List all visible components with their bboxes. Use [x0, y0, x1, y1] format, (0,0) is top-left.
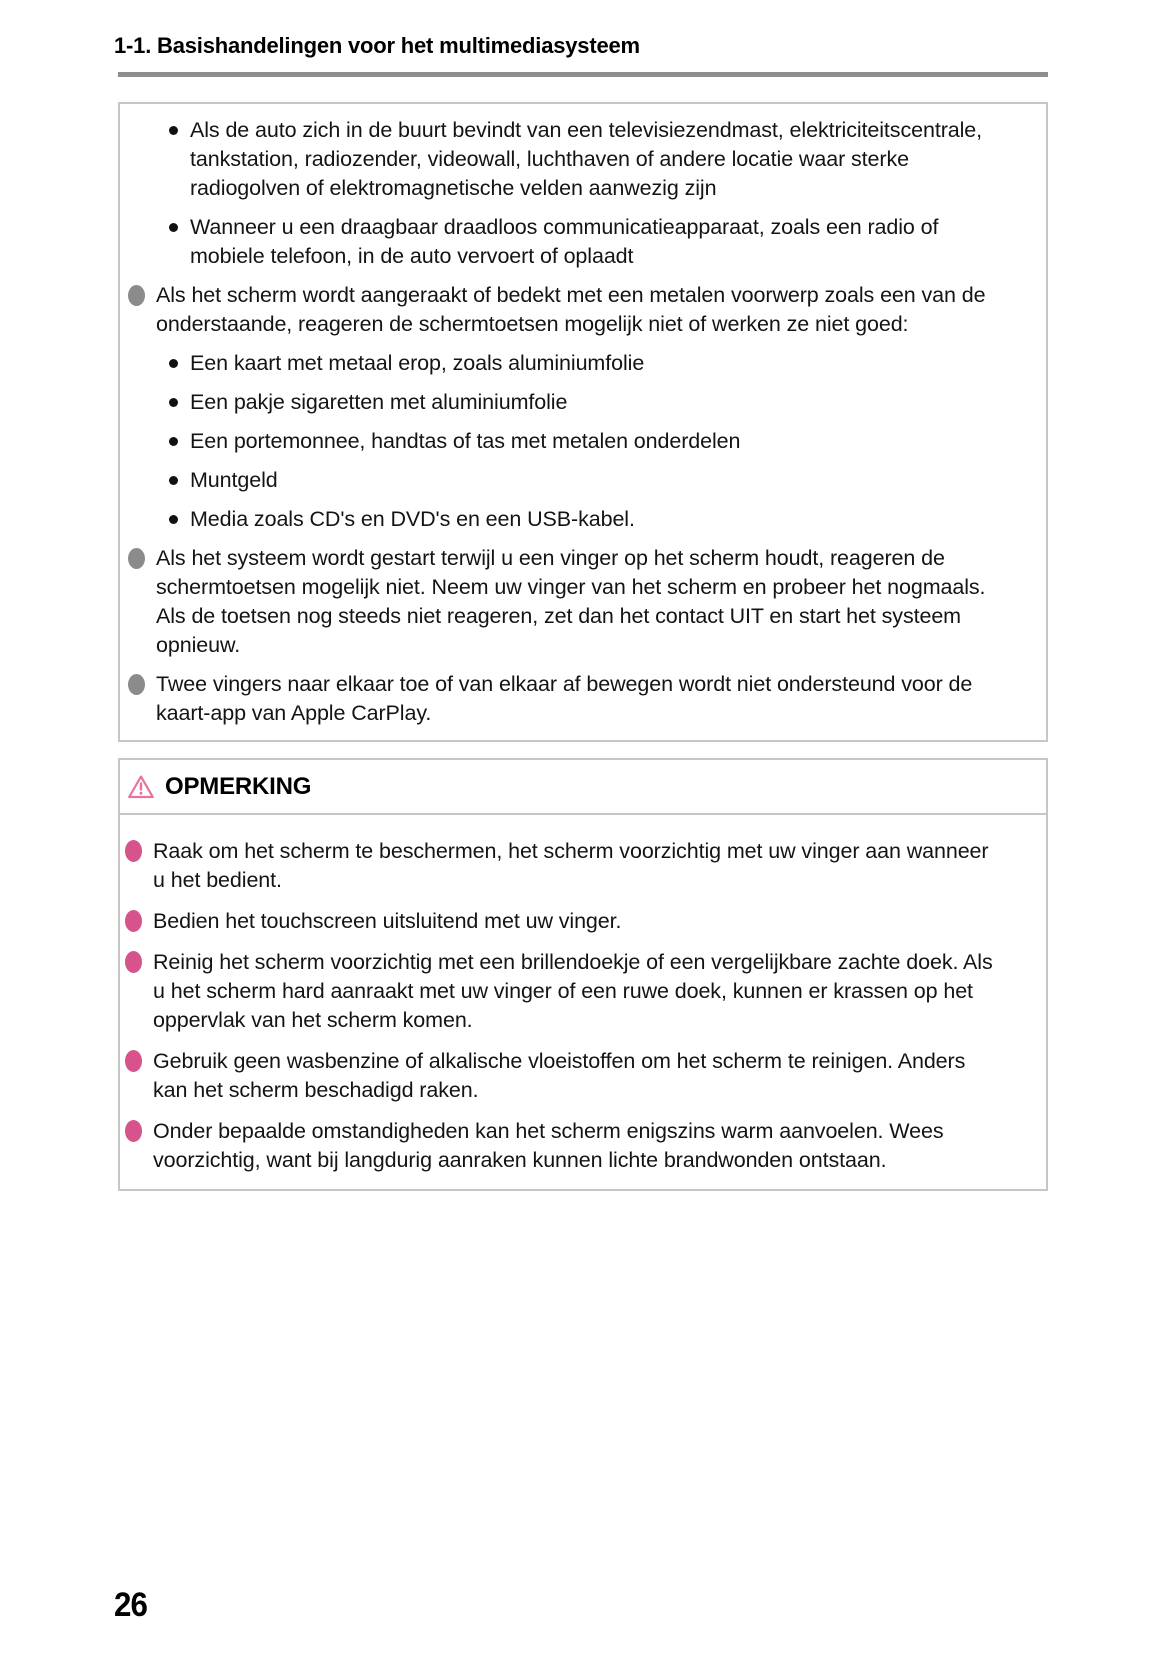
list-item [128, 544, 998, 660]
list-item-text: Als het scherm wordt aangeraakt of bedekt met een metalen voorwerp zoals een van de onderstaande, reageren de schermtoetsen mogelijk niet of werken ze niet goed: [156, 283, 986, 336]
bullet-icon [125, 840, 142, 862]
list-item-text: Wanneer u een draagbaar draadloos communicatieapparaat, zoals een radio of mobiele telefoon, in de auto vervoert of oplaadt [190, 215, 939, 268]
list-item [166, 466, 998, 495]
list-item [128, 281, 998, 339]
bullet-icon [169, 515, 178, 524]
notice-header [120, 760, 1046, 815]
caution-box [118, 102, 1048, 742]
section-header [0, 33, 1165, 77]
list-item-text: Twee vingers naar elkaar toe of van elkaar af bewegen wordt niet ondersteund voor de kaart-app van Apple CarPlay. [156, 672, 973, 725]
header-rule [118, 72, 1048, 77]
list-item [128, 670, 998, 728]
bullet-icon [125, 951, 142, 973]
list-item-text: Raak om het scherm te beschermen, het scherm voorzichtig met uw vinger aan wanneer u het bedient. [153, 839, 989, 892]
list-item-text: Onder bepaalde omstandigheden kan het scherm enigszins warm aanvoelen. Wees voorzichtig, want bij langdurig aanraken kunnen lichte brandwonden ontstaan. [153, 1119, 944, 1172]
list-item [125, 948, 994, 1035]
list-item-text: Als het systeem wordt gestart terwijl u een vinger op het scherm houdt, reageren de schermtoetsen mogelijk niet. Neem uw vinger van het scherm en probeer het nogmaals. Als de toetsen nog steeds niet reageren, zet dan het contact UIT en start het systeem opnieuw. [156, 546, 986, 657]
bullet-icon [125, 1120, 142, 1142]
page-number: 26 [114, 1586, 147, 1624]
bullet-icon [125, 1050, 142, 1072]
notice-title: OPMERKING [165, 773, 312, 800]
list-item-text: Een portemonnee, handtas of tas met metalen onderdelen [190, 429, 741, 453]
list-item [166, 388, 998, 417]
notice-box [118, 758, 1048, 1191]
list-item-text: Gebruik geen wasbenzine of alkalische vloeistoffen om het scherm te reinigen. Anders kan het scherm beschadigd raken. [153, 1049, 966, 1102]
bullet-icon [169, 126, 178, 135]
list-item [125, 907, 994, 936]
bullet-icon [169, 223, 178, 232]
list-item [166, 213, 998, 271]
section-title: 1-1. Basishandelingen voor het multimediasysteem [114, 33, 640, 58]
bullet-icon [128, 548, 145, 569]
notice-list [120, 815, 1046, 1189]
list-item-text: Bedien het touchscreen uitsluitend met uw vinger. [153, 909, 622, 933]
list-item [166, 349, 998, 378]
bullet-icon [128, 285, 145, 306]
list-item-text: Reinig het scherm voorzichtig met een brillendoekje of een vergelijkbare zachte doek. Als u het scherm hard aanraakt met uw vinger of een ruwe doek, kunnen er krassen op het oppervlak van het scherm komen. [153, 950, 993, 1032]
list-item [125, 837, 994, 895]
list-item-text: Als de auto zich in de buurt bevindt van een televisiezendmast, elektriciteitscentrale, tankstation, radiozender, videowall, luchthaven of andere locatie waar sterke radiogolven of elektromagnetische velden aanwezig zijn [190, 118, 983, 200]
list-item [166, 427, 998, 456]
bullet-icon [169, 359, 178, 368]
list-item [125, 1117, 994, 1175]
list-item-text: Muntgeld [190, 468, 278, 492]
warning-triangle-icon [127, 774, 155, 800]
list-item [125, 1047, 994, 1105]
caution-list [128, 116, 998, 728]
list-item-text: Een kaart met metaal erop, zoals aluminiumfolie [190, 351, 645, 375]
bullet-icon [169, 437, 178, 446]
bullet-icon [169, 398, 178, 407]
list-item-text: Media zoals CD's en DVD's en een USB-kabel. [190, 507, 635, 531]
list-item [166, 116, 998, 203]
bullet-icon [125, 910, 142, 932]
bullet-icon [169, 476, 178, 485]
list-item [166, 505, 998, 534]
bullet-icon [128, 674, 145, 695]
list-item-text: Een pakje sigaretten met aluminiumfolie [190, 390, 568, 414]
